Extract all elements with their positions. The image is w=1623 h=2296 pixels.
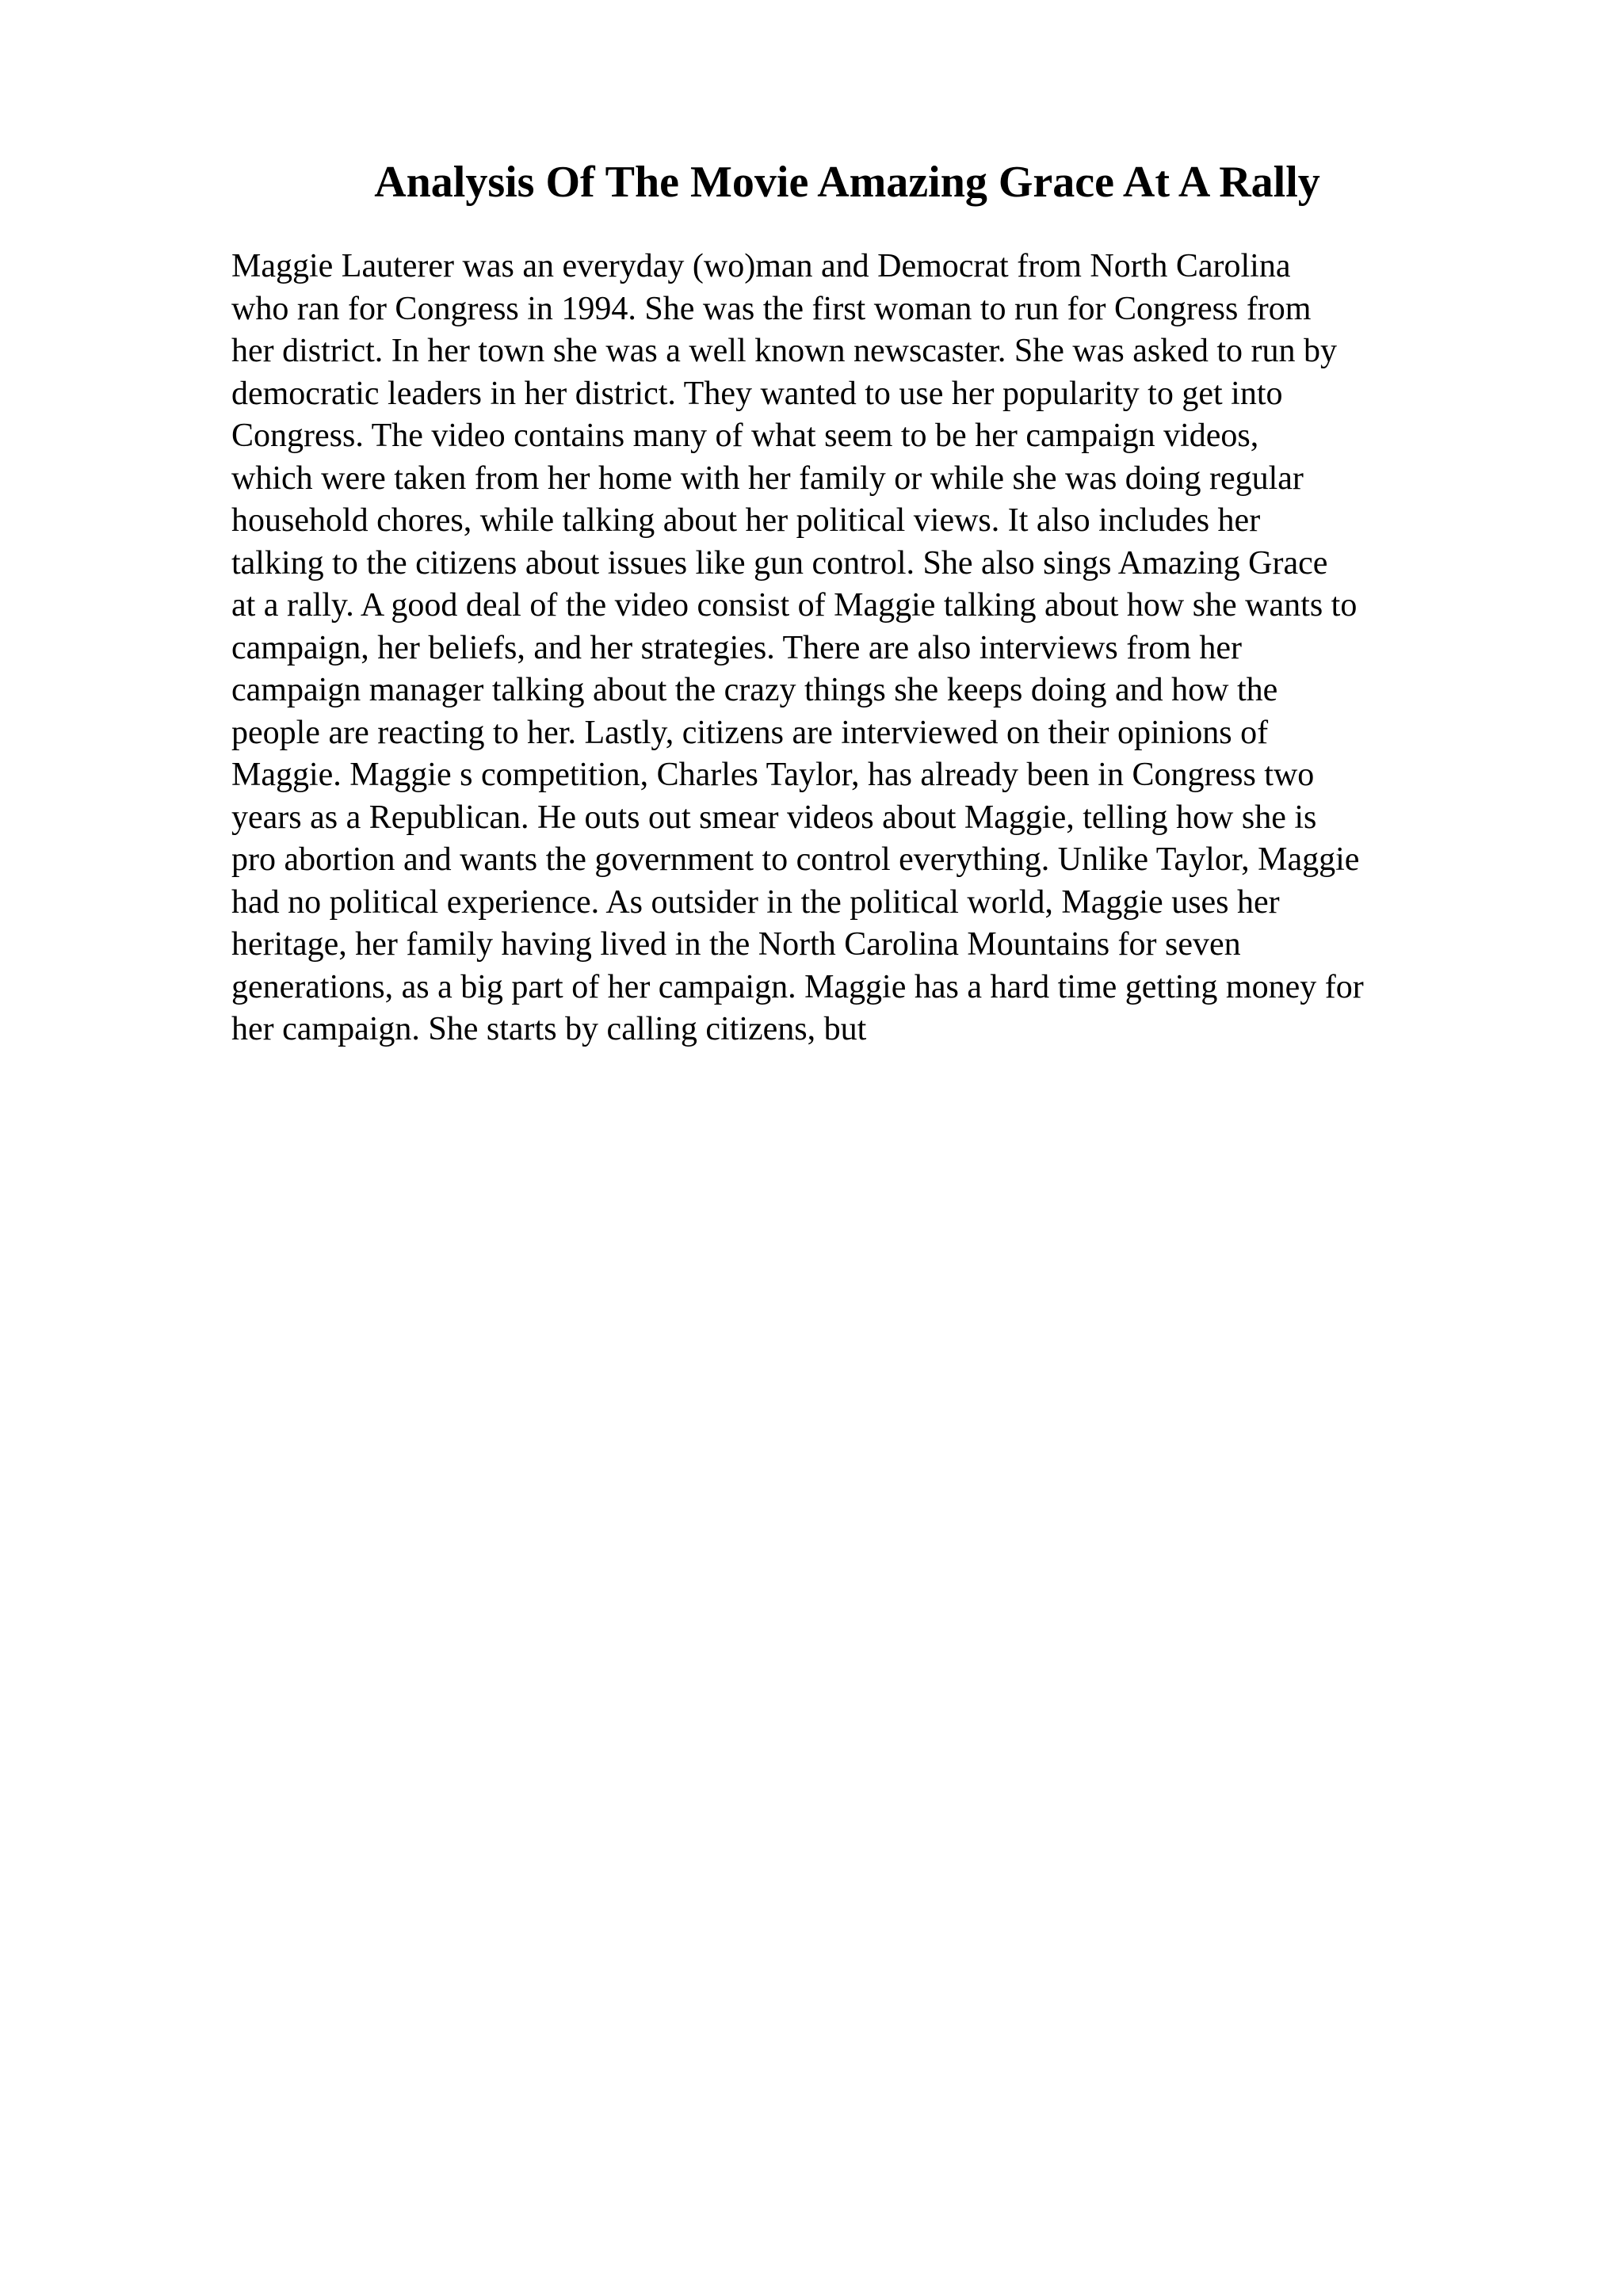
body-line: household chores, while talking about her political views. It also includes her [231,502,1261,539]
body-line: who ran for Congress in 1994. She was the first woman to run for Congress from [231,290,1312,327]
body-line: Maggie. Maggie s competition, Charles Taylor, has already been in Congress two [231,757,1315,793]
body-line: pro abortion and wants the government to control everything. Unlike Taylor, Maggie [231,841,1360,878]
body-line: her district. In her town she was a well known newscaster. She was asked to run by [231,333,1338,369]
body-line: Congress. The video contains many of what seem to be her campaign videos, [231,418,1259,454]
body-line: generations, as a big part of her campaign. Maggie has a hard time getting money for [231,968,1364,1005]
body-line: campaign manager talking about the crazy things she keeps doing and how the [231,672,1278,708]
body-line: which were taken from her home with her family or while she was doing regular [231,460,1304,497]
body-line: at a rally. A good deal of the video consist of Maggie talking about how she wants to [231,587,1358,624]
document-body [231,246,1499,1051]
body-line: people are reacting to her. Lastly, citizens are interviewed on their opinions of [231,714,1269,751]
body-line: democratic leaders in her district. They wanted to use her popularity to get into [231,375,1283,412]
body-line: her campaign. She starts by calling citizens, but [231,1011,867,1047]
body-line: years as a Republican. He outs out smear videos about Maggie, telling how she is [231,799,1317,836]
body-line: heritage, her family having lived in the North Carolina Mountains for seven [231,926,1241,963]
body-line: Maggie Lauterer was an everyday (wo)man and Democrat from North Carolina [231,248,1291,284]
body-line: talking to the citizens about issues like gun control. She also sings Amazing Grace [231,544,1328,582]
document-title: Analysis Of The Movie Amazing Grace At A Rally [374,158,1320,207]
body-line: had no political experience. As outsider in the political world, Maggie uses her [231,883,1280,921]
body-line: campaign, her beliefs, and her strategies. There are also interviews from her [231,629,1243,666]
